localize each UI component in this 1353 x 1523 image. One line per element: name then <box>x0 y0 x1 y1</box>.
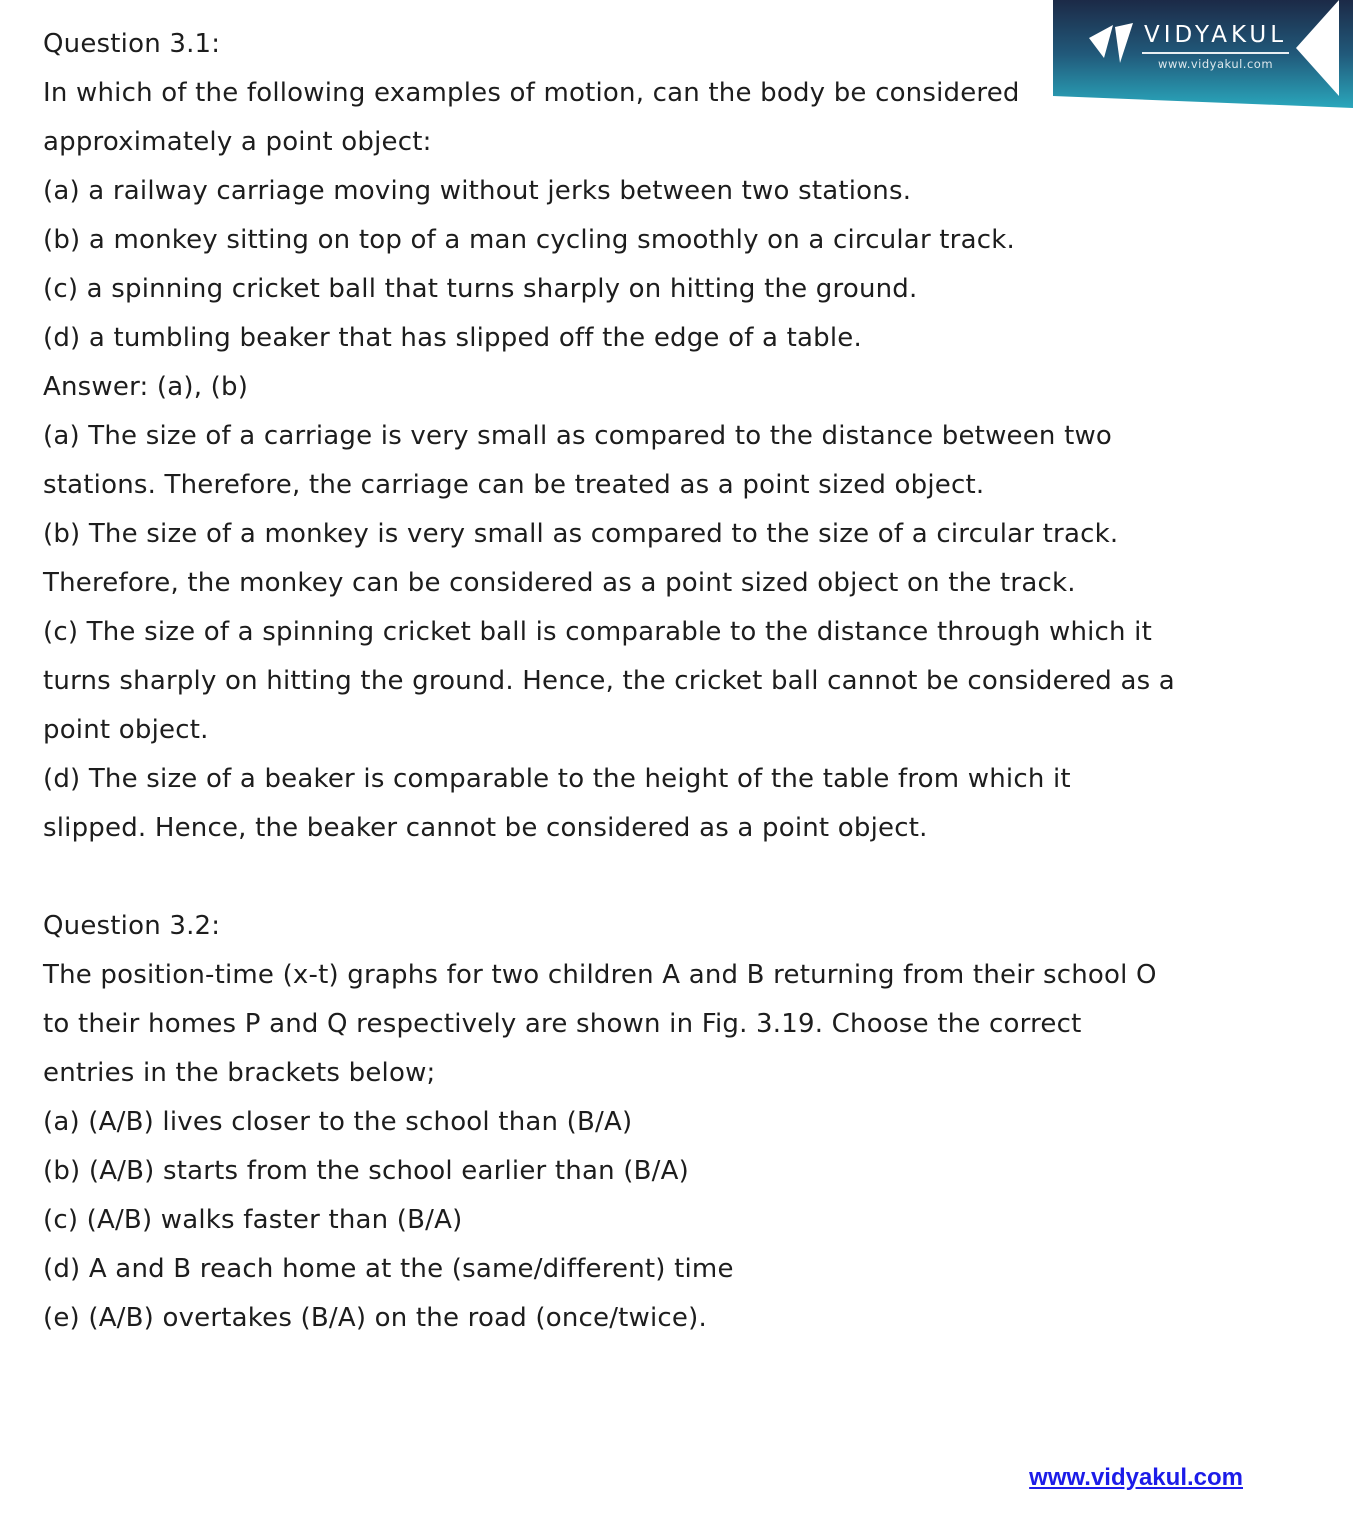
brand-website-text: www.vidyakul.com <box>1158 57 1274 71</box>
text-line: (c) The size of a spinning cricket ball is comparable to the distance through which it <box>43 617 1152 647</box>
footer-website-link[interactable]: www.vidyakul.com <box>1029 1464 1243 1491</box>
text-line: (c) (A/B) walks faster than (B/A) <box>43 1205 463 1235</box>
text-line: (d) a tumbling beaker that has slipped off the edge of a table. <box>43 323 862 353</box>
vidyakul-logo-banner <box>1053 0 1353 112</box>
text-line: (d) A and B reach home at the (same/different) time <box>43 1254 734 1284</box>
vidyakul-logo-icon <box>1087 22 1135 64</box>
text-line: (a) a railway carriage moving without jerks between two stations. <box>43 176 912 206</box>
text-line: (a) The size of a carriage is very small as compared to the distance between two <box>43 421 1113 451</box>
vidyakul-logo <box>1087 16 1289 71</box>
text-line: Therefore, the monkey can be considered as a point sized object on the track. <box>43 568 1076 598</box>
text-line: Question 3.2: <box>43 911 221 941</box>
text-line: (b) a monkey sitting on top of a man cycling smoothly on a circular track. <box>43 225 1015 255</box>
text-line: (a) (A/B) lives closer to the school than (B/A) <box>43 1107 633 1137</box>
text-line: Question 3.1: <box>43 29 221 59</box>
text-line: entries in the brackets below; <box>43 1058 436 1088</box>
text-line: approximately a point object: <box>43 127 432 157</box>
text-line: (c) a spinning cricket ball that turns sharply on hitting the ground. <box>43 274 918 304</box>
text-line: turns sharply on hitting the ground. Hence, the cricket ball cannot be considered as a <box>43 666 1175 696</box>
text-line: slipped. Hence, the beaker cannot be considered as a point object. <box>43 813 928 843</box>
question-3-2-block <box>43 902 1323 1343</box>
text-line: stations. Therefore, the carriage can be treated as a point sized object. <box>43 470 985 500</box>
brand-name: VIDYAKUL <box>1142 16 1289 54</box>
text-line: In which of the following examples of motion, can the body be considered <box>43 78 1020 108</box>
text-line: The position-time (x-t) graphs for two children A and B returning from their school O <box>43 960 1157 990</box>
question-3-1-block <box>43 20 1323 853</box>
text-line: (b) The size of a monkey is very small as compared to the size of a circular track. <box>43 519 1119 549</box>
text-line: to their homes P and Q respectively are shown in Fig. 3.19. Choose the correct <box>43 1009 1082 1039</box>
document-body <box>43 20 1323 1343</box>
text-line: (e) (A/B) overtakes (B/A) on the road (once/twice). <box>43 1303 707 1333</box>
text-line: Answer: (a), (b) <box>43 372 249 402</box>
text-line: (d) The size of a beaker is comparable to the height of the table from which it <box>43 764 1071 794</box>
text-line: point object. <box>43 715 209 745</box>
text-line: (b) (A/B) starts from the school earlier than (B/A) <box>43 1156 689 1186</box>
